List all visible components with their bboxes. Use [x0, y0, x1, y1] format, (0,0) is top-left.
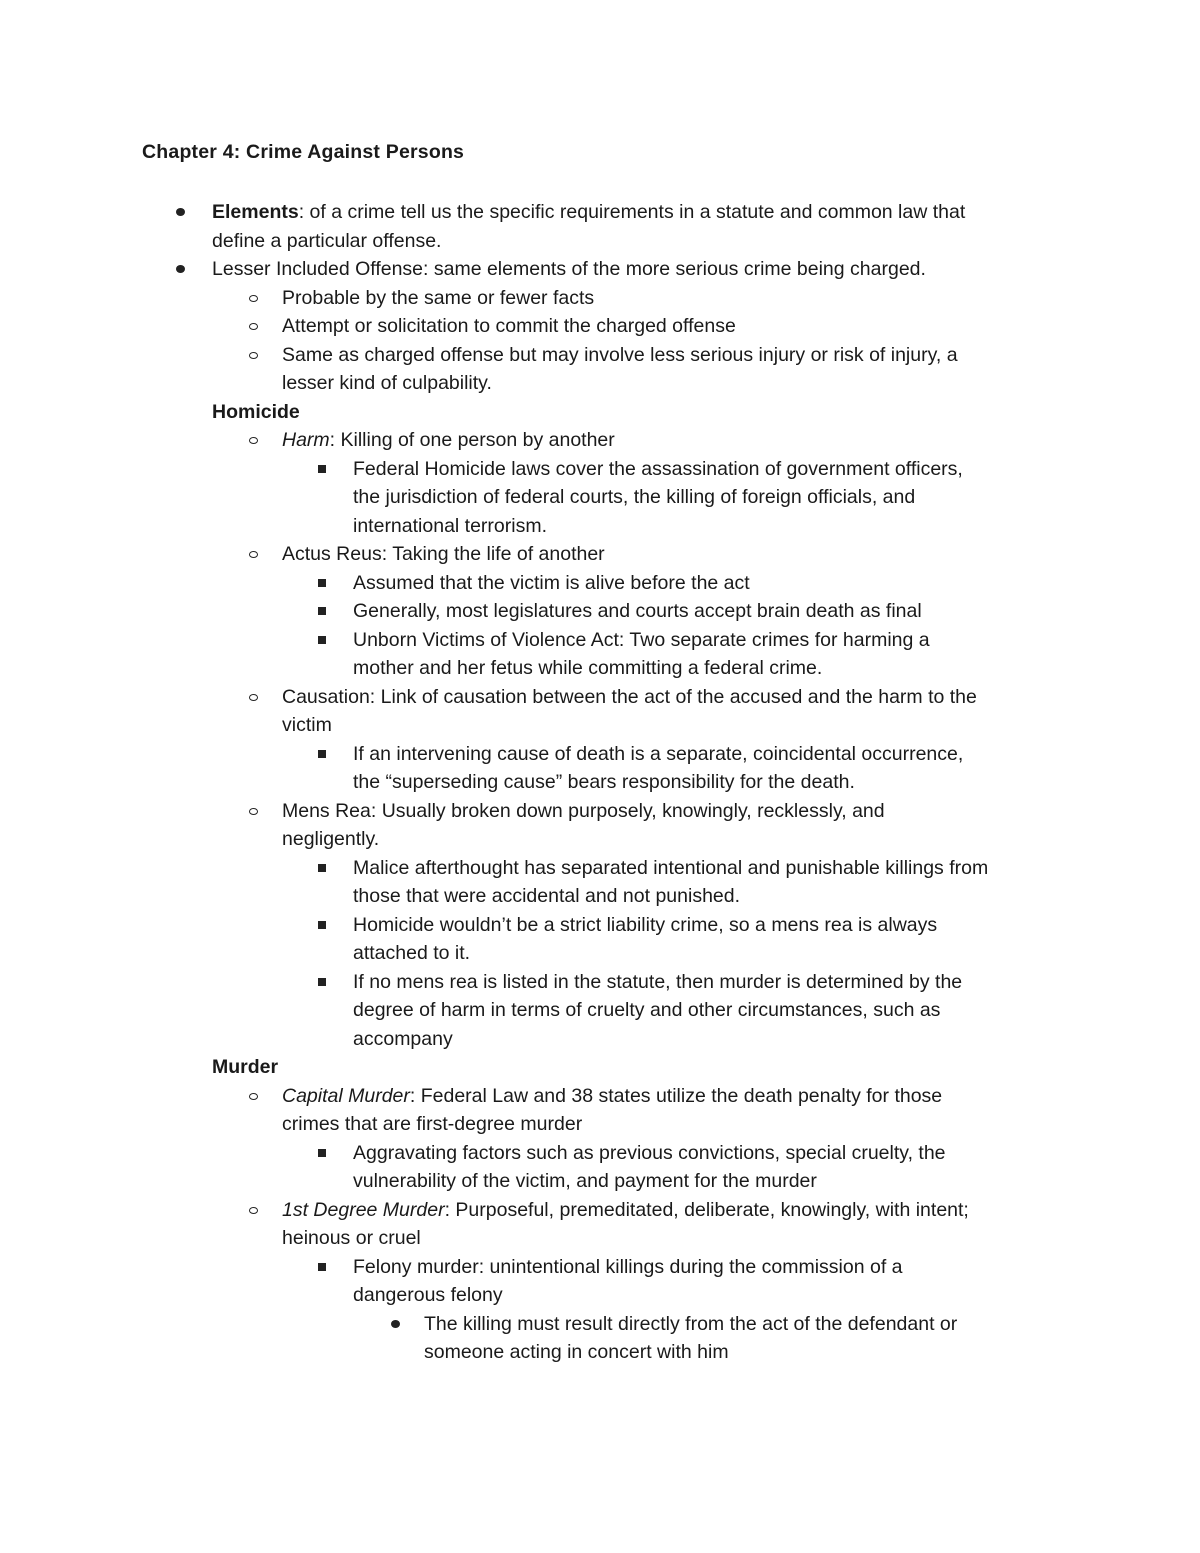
- square-bullet-icon: [318, 864, 326, 872]
- bullet-icon: [176, 265, 185, 273]
- list-item-continuation: attached to it.: [353, 942, 471, 964]
- list-item-continuation: accompany: [353, 1027, 453, 1050]
- circle-bullet-icon: [249, 1093, 258, 1100]
- page-title: Chapter 4: Crime Against Persons: [142, 141, 465, 163]
- square-bullet-icon: [318, 636, 326, 644]
- list-item: Capital Murder: Federal Law and 38 states utilize the death penalty for those: [0, 1082, 1200, 1111]
- bullet-icon: [391, 1320, 400, 1328]
- list-item-continuation: someone acting in concert with him: [424, 1341, 729, 1363]
- square-bullet-icon: [318, 921, 326, 929]
- circle-bullet-icon: [249, 295, 258, 302]
- list-item-continuation: the “superseding cause” bears responsibility for the death.: [353, 771, 855, 793]
- list-item: Elements: of a crime tell us the specific requirements in a statute and common law that: [0, 198, 1200, 227]
- list-item: Assumed that the victim is alive before the act: [0, 569, 1200, 598]
- square-bullet-icon: [318, 750, 326, 758]
- square-bullet-icon: [318, 1149, 326, 1157]
- list-item: Actus Reus: Taking the life of another: [0, 540, 1200, 569]
- circle-bullet-icon: [249, 323, 258, 330]
- list-item-continuation: vulnerability of the victim, and payment for the murder: [353, 1170, 817, 1192]
- square-bullet-icon: [318, 579, 326, 587]
- list-item: Generally, most legislatures and courts accept brain death as final: [0, 597, 1200, 626]
- list-item-continuation: negligently.: [282, 828, 380, 850]
- list-item: Mens Rea: Usually broken down purposely, knowingly, recklessly, and: [0, 797, 1200, 826]
- list-item-continuation: those that were accidental and not punished.: [353, 885, 741, 907]
- list-item-continuation: dangerous felony: [353, 1284, 503, 1306]
- section-heading-homicide: Homicide: [212, 400, 300, 423]
- list-item-continuation: the jurisdiction of federal courts, the killing of foreign officials, and: [353, 486, 916, 508]
- list-item-continuation: lesser kind of culpability.: [282, 372, 492, 394]
- list-item: Probable by the same or fewer facts: [0, 284, 1200, 313]
- list-item-continuation: define a particular offense.: [212, 229, 442, 252]
- list-item: Harm: Killing of one person by another: [0, 426, 1200, 455]
- circle-bullet-icon: [249, 551, 258, 558]
- square-bullet-icon: [318, 607, 326, 615]
- list-item: Malice afterthought has separated intentional and punishable killings from: [0, 854, 1200, 883]
- square-bullet-icon: [318, 465, 326, 473]
- list-item-continuation: crimes that are first-degree murder: [282, 1113, 583, 1135]
- bullet-icon: [176, 208, 185, 216]
- list-item: Homicide wouldn’t be a strict liability crime, so a mens rea is always: [0, 911, 1200, 940]
- notes-body: [0, 198, 1200, 1367]
- circle-bullet-icon: [249, 352, 258, 359]
- list-item-continuation: heinous or cruel: [282, 1227, 421, 1249]
- list-item-continuation: victim: [282, 714, 332, 736]
- circle-bullet-icon: [249, 437, 258, 444]
- list-item: Attempt or solicitation to commit the charged offense: [0, 312, 1200, 341]
- list-item: If an intervening cause of death is a separate, coincidental occurrence,: [0, 740, 1200, 769]
- list-item: If no mens rea is listed in the statute, then murder is determined by the: [0, 968, 1200, 997]
- list-item: Same as charged offense but may involve less serious injury or risk of injury, a: [0, 341, 1200, 370]
- list-item: Lesser Included Offense: same elements of the more serious crime being charged.: [0, 255, 1200, 284]
- list-item: Unborn Victims of Violence Act: Two separate crimes for harming a: [0, 626, 1200, 655]
- list-item-continuation: degree of harm in terms of cruelty and other circumstances, such as: [353, 999, 941, 1021]
- section-heading-murder: Murder: [212, 1056, 279, 1078]
- square-bullet-icon: [318, 978, 326, 986]
- list-item: The killing must result directly from the act of the defendant or: [0, 1310, 1200, 1339]
- list-item: 1st Degree Murder: Purposeful, premeditated, deliberate, knowingly, with intent;: [0, 1196, 1200, 1225]
- list-item: Federal Homicide laws cover the assassination of government officers,: [0, 455, 1200, 484]
- list-item-continuation: international terrorism.: [353, 514, 547, 537]
- circle-bullet-icon: [249, 808, 258, 815]
- circle-bullet-icon: [249, 694, 258, 701]
- list-item: Felony murder: unintentional killings during the commission of a: [0, 1253, 1200, 1282]
- list-item: Causation: Link of causation between the act of the accused and the harm to the: [0, 683, 1200, 712]
- circle-bullet-icon: [249, 1207, 258, 1214]
- list-item: Aggravating factors such as previous convictions, special cruelty, the: [0, 1139, 1200, 1168]
- list-item-continuation: mother and her fetus while committing a federal crime.: [353, 657, 823, 679]
- square-bullet-icon: [318, 1263, 326, 1271]
